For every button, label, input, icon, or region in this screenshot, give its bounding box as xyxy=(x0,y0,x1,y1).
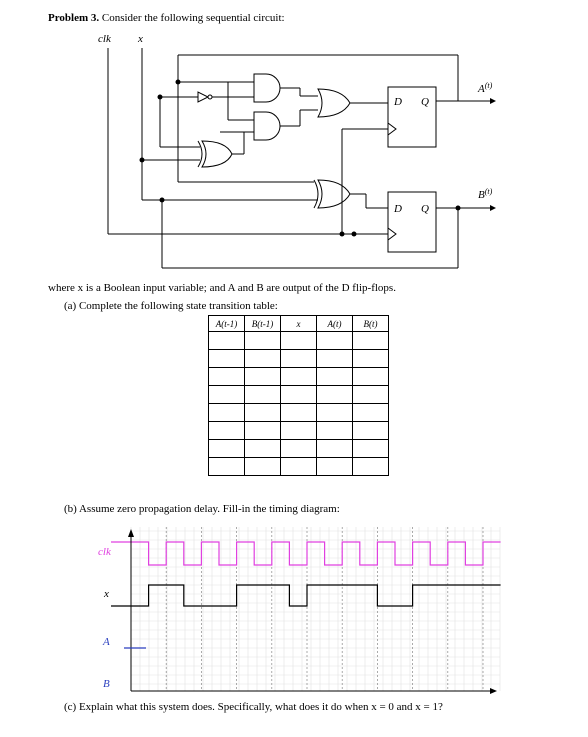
table-cell[interactable] xyxy=(245,386,281,404)
table-cell[interactable] xyxy=(317,458,353,476)
output-b-label: $B^{(t)}$ xyxy=(478,187,493,201)
flip-flop-b-clock xyxy=(388,228,396,240)
table-cell[interactable] xyxy=(353,350,389,368)
table-cell[interactable] xyxy=(353,386,389,404)
or-gate xyxy=(318,89,350,117)
timing-diagram xyxy=(0,515,588,700)
table-cell[interactable] xyxy=(281,332,317,350)
flip-flop-a-clock xyxy=(388,123,396,135)
table-cell[interactable] xyxy=(245,332,281,350)
table-cell[interactable] xyxy=(245,440,281,458)
problem-intro: Consider the following sequential circuit: xyxy=(101,12,285,24)
table-cell[interactable] xyxy=(281,440,317,458)
table-cell[interactable] xyxy=(317,440,353,458)
table-cell[interactable] xyxy=(317,386,353,404)
part-a-label: (a) Complete the following state transition table: xyxy=(64,300,278,312)
table-row xyxy=(209,386,389,404)
table-header-cell: A(t-1) xyxy=(209,316,245,332)
not-gate-bubble xyxy=(208,95,212,99)
table-cell[interactable] xyxy=(353,332,389,350)
table-cell[interactable] xyxy=(209,386,245,404)
table-cell[interactable] xyxy=(209,458,245,476)
table-header-cell: B(t-1) xyxy=(245,316,281,332)
output-b-arrow-icon xyxy=(490,205,496,211)
table-cell[interactable] xyxy=(281,404,317,422)
timing-b-label: B xyxy=(103,678,110,690)
table-cell[interactable] xyxy=(317,404,353,422)
table-cell[interactable] xyxy=(353,368,389,386)
table-row xyxy=(209,422,389,440)
xor-gate-2 xyxy=(318,180,350,208)
table-cell[interactable] xyxy=(317,422,353,440)
table-cell[interactable] xyxy=(245,422,281,440)
circuit-description: where x is a Boolean input variable; and A and B are output of the D flip-flops. xyxy=(48,282,396,294)
table-cell[interactable] xyxy=(209,422,245,440)
table-cell[interactable] xyxy=(209,332,245,350)
ff-b-d-label: D xyxy=(394,203,402,215)
table-cell[interactable] xyxy=(281,386,317,404)
table-row xyxy=(209,404,389,422)
ff-a-q-label: Q xyxy=(421,96,429,108)
state-transition-table xyxy=(208,315,389,476)
table-row xyxy=(209,458,389,476)
timing-x-label: x xyxy=(104,588,109,600)
problem-label: Problem 3. xyxy=(48,12,100,24)
table-row xyxy=(209,368,389,386)
y-axis-arrow-icon xyxy=(128,529,134,537)
table-cell[interactable] xyxy=(245,350,281,368)
ff-a-d-label: D xyxy=(394,96,402,108)
sequential-circuit-diagram xyxy=(0,0,588,285)
table-row xyxy=(209,440,389,458)
table-cell[interactable] xyxy=(281,350,317,368)
table-cell[interactable] xyxy=(209,350,245,368)
timing-grid xyxy=(131,527,500,691)
clk-waveform xyxy=(111,542,501,565)
table-cell[interactable] xyxy=(209,368,245,386)
table-header-cell: x xyxy=(281,316,317,332)
table-cell[interactable] xyxy=(353,404,389,422)
table-cell[interactable] xyxy=(353,458,389,476)
flip-flop-b xyxy=(388,192,436,252)
ff-b-q-label: Q xyxy=(421,203,429,215)
timing-clk-label: clk xyxy=(98,546,111,558)
table-header-cell: A(t) xyxy=(317,316,353,332)
table-cell[interactable] xyxy=(281,368,317,386)
table-cell[interactable] xyxy=(209,440,245,458)
table-cell[interactable] xyxy=(245,404,281,422)
not-gate xyxy=(198,92,208,102)
table-row xyxy=(209,332,389,350)
x-axis-arrow-icon xyxy=(490,688,497,694)
table-cell[interactable] xyxy=(281,458,317,476)
table-cell[interactable] xyxy=(209,404,245,422)
table-cell[interactable] xyxy=(317,332,353,350)
table-cell[interactable] xyxy=(353,422,389,440)
table-cell[interactable] xyxy=(353,440,389,458)
output-a-label: $A^{(t)}$ xyxy=(478,81,493,95)
and-gate-1 xyxy=(254,74,280,102)
table-cell[interactable] xyxy=(245,458,281,476)
x-input-label: x xyxy=(138,33,143,45)
table-header-cell: B(t) xyxy=(353,316,389,332)
table-cell[interactable] xyxy=(245,368,281,386)
and-gate-2 xyxy=(254,112,280,140)
table-cell[interactable] xyxy=(281,422,317,440)
part-c-label: (c) Explain what this system does. Specifically, what does it do when x = 0 and x = 1? xyxy=(64,701,443,713)
table-cell[interactable] xyxy=(317,350,353,368)
output-a-arrow-icon xyxy=(490,98,496,104)
part-b-label: (b) Assume zero propagation delay. Fill-in the timing diagram: xyxy=(64,503,340,515)
table-cell[interactable] xyxy=(317,368,353,386)
timing-a-label: A xyxy=(103,636,110,648)
table-row xyxy=(209,350,389,368)
xor-gate-1 xyxy=(202,141,232,167)
clk-input-label: clk xyxy=(98,33,111,45)
